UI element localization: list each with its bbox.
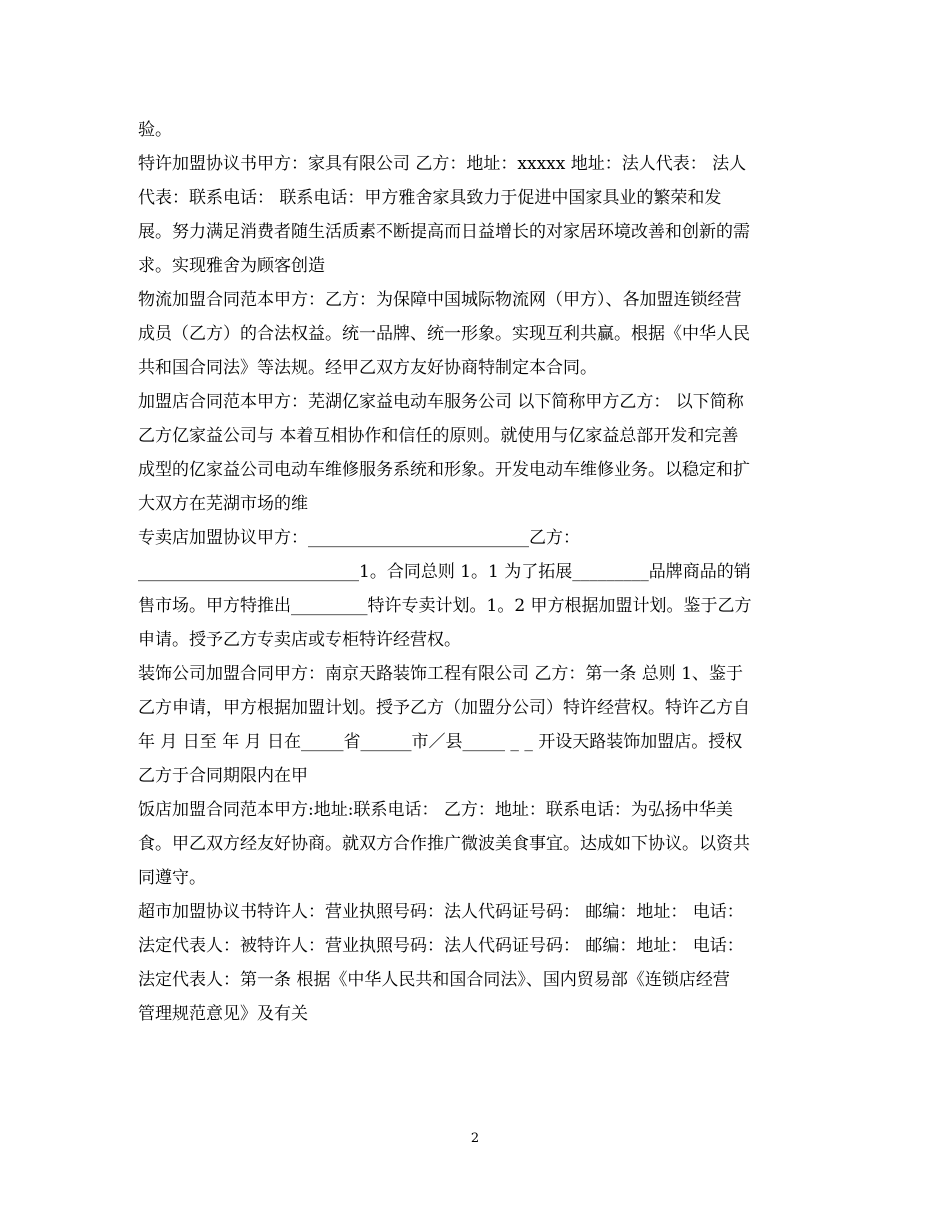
text-line: 共和国合同法》等法规。经甲乙双方友好协商特制定本合同。	[138, 358, 597, 378]
text-line: 乙方亿家益公司与 本着互相协作和信任的原则。就使用与亿家益总部开发和完善	[138, 426, 739, 446]
text-line: 装饰公司加盟合同甲方：南京天路装饰工程有限公司 乙方：第一条 总则 1、鉴于	[138, 664, 744, 684]
text-line: 乙方于合同期限内在甲	[138, 766, 308, 786]
text-line: 展。努力满足消费者随生活质素不断提高而日益增长的对家居环境改善和创新的需	[138, 222, 750, 242]
text-line: 申请。授予乙方专卖店或专柜特许经营权。	[138, 630, 461, 650]
text-line: 售市场。甲方特推出_________特许专卖计划。1。2 甲方根据加盟计划。鉴于乙方	[138, 596, 752, 616]
text-line: 成型的亿家益公司电动车维修服务系统和形象。开发电动车维修业务。以稳定和扩	[138, 460, 750, 480]
text-line: 代表：联系电话： 联系电话：甲方雅舍家具致力于促进中国家具业的繁荣和发	[138, 188, 722, 208]
text-line: 法定代表人：第一条 根据《中华人民共和国合同法》、国内贸易部《连锁店经营	[138, 970, 730, 990]
text-line: 超市加盟协议书特许人：营业执照号码：法人代码证号码： 邮编：地址： 电话：	[138, 902, 744, 922]
text-line: 成员（乙方）的合法权益。统一品牌、统一形象。实现互利共赢。根据《中华人民	[138, 324, 750, 344]
text-line: 饭店加盟合同范本甲方:地址:联系电话： 乙方：地址：联系电话：为弘扬中华美	[138, 800, 733, 820]
text-line: 验。	[138, 120, 172, 140]
text-line: __________________________1。合同总则 1。1 为了拓展_________品牌商品的销	[138, 562, 751, 582]
text-line: 管理规范意见》及有关	[138, 1004, 308, 1024]
page-number: 2	[470, 1131, 480, 1146]
text-line: 法定代表人：被特许人：营业执照号码：法人代码证号码： 邮编：地址： 电话：	[138, 936, 744, 956]
text-line: 物流加盟合同范本甲方：乙方：为保障中国城际物流网（甲方）、各加盟连锁经营	[138, 290, 742, 310]
text-line: 加盟店合同范本甲方：芜湖亿家益电动车服务公司 以下简称甲方乙方： 以下简称	[138, 392, 744, 412]
text-line: 同遵守。	[138, 868, 206, 888]
text-line: 乙方申请，甲方根据加盟计划。授予乙方（加盟分公司）特许经营权。特许乙方自	[138, 698, 750, 718]
text-line: 求。实现雅舍为顾客创造	[138, 256, 325, 276]
text-line: 年 月 日至 年 月 日在_____省______市／县_____ _ _ 开设天路装饰加盟店。授权	[138, 732, 743, 752]
body-text	[138, 113, 808, 1031]
text-line: 专卖店加盟协议甲方：__________________________乙方：	[138, 528, 580, 548]
text-line: 特许加盟协议书甲方：家具有限公司 乙方：地址：xxxxx 地址：法人代表： 法人	[138, 154, 747, 174]
text-line: 大双方在芜湖市场的维	[138, 494, 308, 514]
text-line: 食。甲乙双方经友好协商。就双方合作推广微波美食事宜。达成如下协议。以资共	[138, 834, 750, 854]
